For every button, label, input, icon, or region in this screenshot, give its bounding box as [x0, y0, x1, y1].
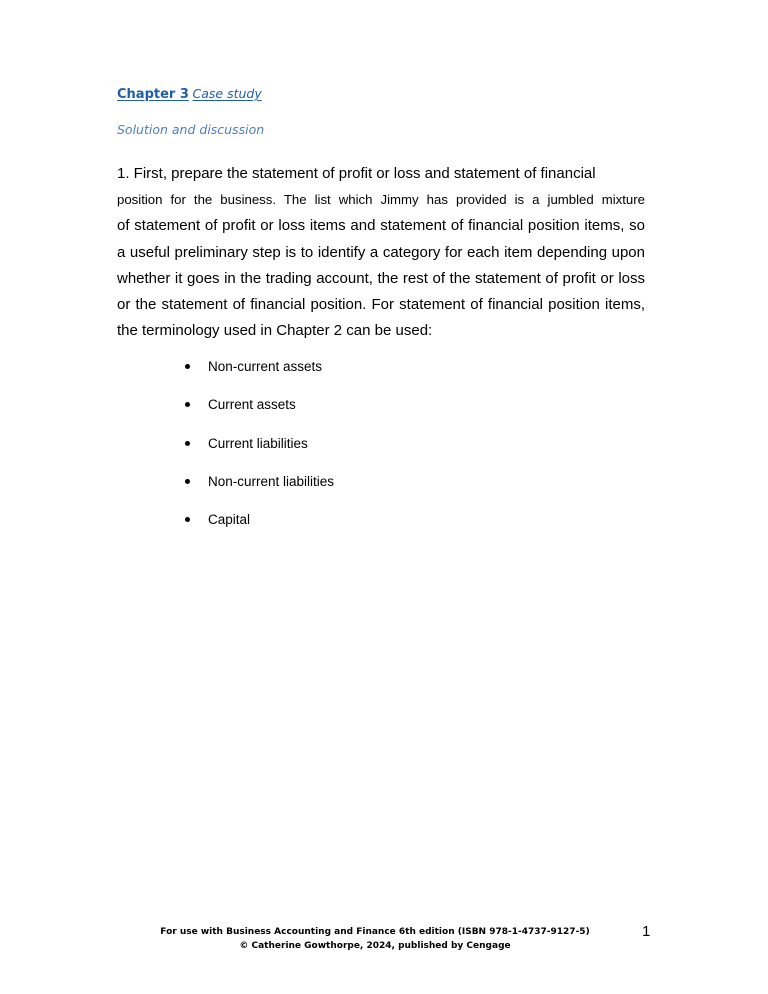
bullet-icon: [185, 441, 190, 446]
chapter-title: Case study: [192, 86, 262, 101]
list-item-label: Current assets: [208, 397, 296, 413]
paragraph-line: 1. First, prepare the statement of profit or loss and statement of financial: [117, 165, 596, 182]
chapter-label: Chapter 3: [117, 87, 189, 102]
bullet-icon: [185, 402, 190, 407]
page-footer: [120, 925, 630, 953]
footer-edition-line: For use with Business Accounting and Finance 6th edition (ISBN 978-1-4737-9127-5): [160, 927, 590, 937]
list-item-label: Capital: [208, 512, 251, 528]
paragraph-line: position for the business. The list which Jimmy has provided is a jumbled mixture: [117, 192, 645, 208]
list-item-label: Non-current assets: [208, 359, 323, 374]
paragraph-line: whether it goes in the trading account, the rest of the statement of profit or loss: [117, 269, 645, 287]
list-item-label: Non-current liabilities: [208, 473, 335, 489]
chapter-heading: [117, 86, 262, 102]
page-number: 1: [642, 923, 651, 940]
paragraph-line: a useful preliminary step is to identify a category for each item depending upon: [117, 243, 645, 261]
bullet-icon: [185, 364, 190, 369]
bullet-icon: [185, 517, 190, 522]
body-paragraph: [117, 161, 645, 344]
list-item-label: Current liabilities: [208, 435, 308, 451]
bullet-icon: [185, 479, 190, 484]
footer-copyright-line: © Catherine Gowthorpe, 2024, published by Cengage: [239, 941, 511, 951]
paragraph-line: the terminology used in Chapter 2 can be used:: [117, 322, 433, 340]
paragraph-line: of statement of profit or loss items and statement of financial position items, so: [117, 217, 645, 235]
section-subheading: Solution and discussion: [117, 122, 265, 137]
paragraph-line: or the statement of financial position. For statement of financial position items,: [117, 296, 645, 314]
